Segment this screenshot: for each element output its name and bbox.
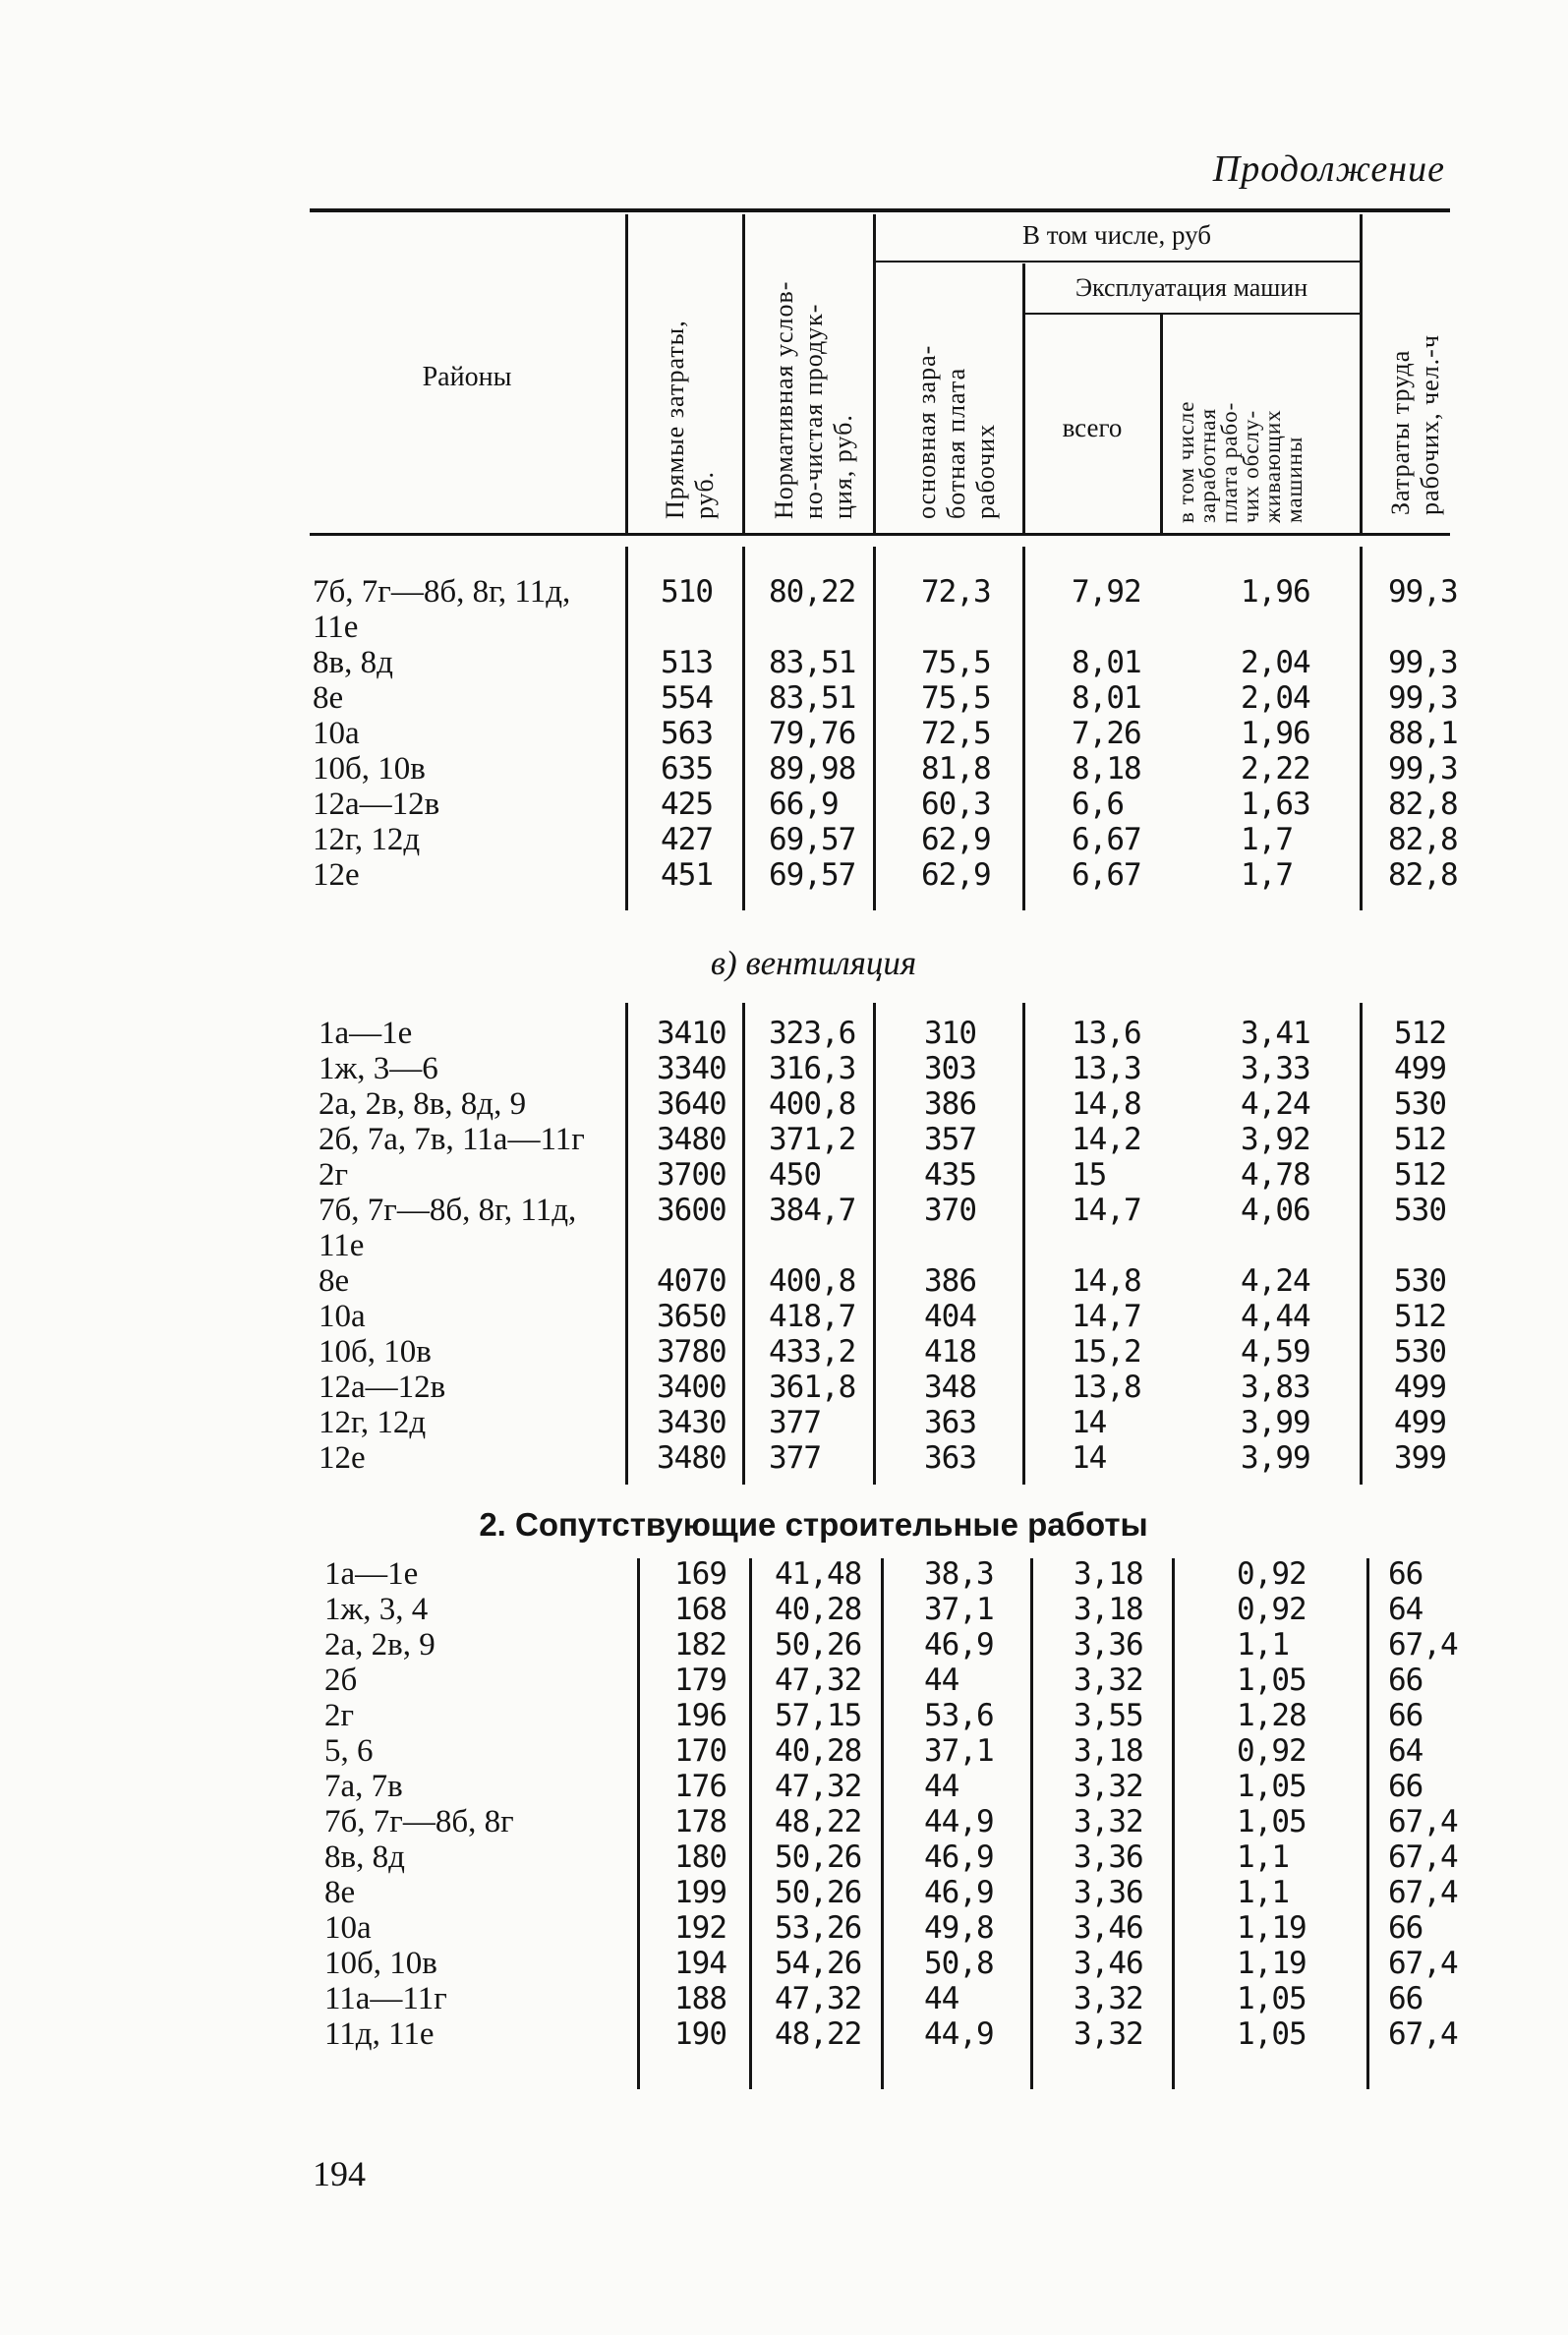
direct-costs-cell: 427 bbox=[661, 822, 713, 857]
district-cell: 1ж, 3, 4 bbox=[324, 1592, 429, 1627]
district-cell: 10а bbox=[324, 1910, 372, 1946]
labor-costs-cell: 530 bbox=[1394, 1334, 1446, 1370]
normative-cell: 47,32 bbox=[775, 1663, 862, 1698]
district-cell: 10а bbox=[313, 716, 360, 751]
table-row bbox=[0, 1804, 1568, 1839]
operators-wage-cell: 4,78 bbox=[1241, 1157, 1310, 1193]
top-rule bbox=[310, 208, 1450, 212]
normative-cell: 53,26 bbox=[775, 1910, 862, 1946]
table-row bbox=[0, 1627, 1568, 1663]
operators-wage-cell: 1,19 bbox=[1237, 1946, 1307, 1981]
table-row bbox=[0, 1698, 1568, 1733]
normative-cell: 83,51 bbox=[769, 645, 856, 680]
machines-total-cell: 3,32 bbox=[1074, 1663, 1143, 1698]
col-total-header: всего bbox=[1062, 413, 1123, 442]
table-row bbox=[0, 1839, 1568, 1875]
labor-costs-cell: 99,3 bbox=[1388, 751, 1458, 787]
district-cell: 2б bbox=[324, 1663, 358, 1698]
group-rule bbox=[873, 261, 1360, 263]
base-wage-cell: 44 bbox=[924, 1769, 959, 1804]
table-row bbox=[0, 1981, 1568, 2016]
district-cell: 11д, 11е bbox=[324, 2016, 435, 2052]
normative-cell: 50,26 bbox=[775, 1875, 862, 1910]
base-wage-cell: 363 bbox=[924, 1440, 976, 1476]
machines-total-cell: 3,36 bbox=[1074, 1875, 1143, 1910]
district-cell: 12е bbox=[313, 857, 360, 893]
direct-costs-cell: 3430 bbox=[657, 1405, 726, 1440]
machines-total-cell: 3,46 bbox=[1074, 1946, 1143, 1981]
machines-total-cell: 14,7 bbox=[1072, 1193, 1141, 1228]
machines-total-cell: 3,36 bbox=[1074, 1839, 1143, 1875]
base-wage-cell: 310 bbox=[924, 1016, 976, 1051]
labor-costs-cell: 66 bbox=[1388, 1698, 1423, 1733]
machines-total-cell: 7,26 bbox=[1072, 716, 1141, 751]
labor-costs-cell: 499 bbox=[1394, 1051, 1446, 1086]
direct-costs-cell: 3410 bbox=[657, 1016, 726, 1051]
normative-cell: 50,26 bbox=[775, 1627, 862, 1663]
machines-total-cell: 8,01 bbox=[1072, 645, 1141, 680]
base-wage-cell: 435 bbox=[924, 1157, 976, 1193]
base-wage-cell: 60,3 bbox=[921, 787, 991, 822]
table-row bbox=[0, 1405, 1568, 1440]
table-row bbox=[0, 716, 1568, 751]
direct-costs-cell: 3480 bbox=[657, 1440, 726, 1476]
district-cell: 2г bbox=[319, 1157, 349, 1193]
base-wage-cell: 44,9 bbox=[924, 2016, 994, 2052]
normative-cell: 361,8 bbox=[769, 1370, 856, 1405]
section-b-title: в) вентиляция bbox=[710, 944, 917, 982]
table-row bbox=[0, 1946, 1568, 1981]
operators-wage-cell: 1,7 bbox=[1241, 822, 1293, 857]
district-cell: 10б, 10в bbox=[324, 1946, 437, 1981]
table-row bbox=[0, 1663, 1568, 1698]
normative-cell: 47,32 bbox=[775, 1981, 862, 2016]
base-wage-cell: 44 bbox=[924, 1981, 959, 2016]
labor-costs-cell: 67,4 bbox=[1388, 1804, 1458, 1839]
header-divider-3 bbox=[873, 214, 876, 533]
direct-costs-cell: 190 bbox=[674, 2016, 726, 2052]
district-cell: 12г, 12д bbox=[319, 1405, 427, 1440]
table-row bbox=[0, 1733, 1568, 1769]
base-wage-cell: 46,9 bbox=[924, 1627, 994, 1663]
table-row-continuation bbox=[0, 610, 1568, 645]
normative-cell: 433,2 bbox=[769, 1334, 856, 1370]
direct-costs-cell: 3700 bbox=[657, 1157, 726, 1193]
normative-cell: 316,3 bbox=[769, 1051, 856, 1086]
direct-costs-cell: 199 bbox=[674, 1875, 726, 1910]
base-wage-cell: 404 bbox=[924, 1299, 976, 1334]
district-cell: 10б, 10в bbox=[319, 1334, 432, 1370]
machines-total-cell: 3,32 bbox=[1074, 2016, 1143, 2052]
district-cell: 7б, 7г—8б, 8г, 11д, bbox=[319, 1193, 577, 1228]
direct-costs-cell: 3480 bbox=[657, 1122, 726, 1157]
machines-total-cell: 8,01 bbox=[1072, 680, 1141, 716]
operators-wage-cell: 4,24 bbox=[1241, 1263, 1310, 1299]
table-row bbox=[0, 1016, 1568, 1051]
operators-wage-cell: 1,63 bbox=[1241, 787, 1310, 822]
machines-total-cell: 13,8 bbox=[1072, 1370, 1141, 1405]
base-wage-cell: 386 bbox=[924, 1086, 976, 1122]
direct-costs-cell: 425 bbox=[661, 787, 713, 822]
col-labor-header: Затраты труда рабочих, чел.-ч bbox=[1386, 334, 1444, 515]
operators-wage-cell: 1,19 bbox=[1237, 1910, 1307, 1946]
operators-wage-cell: 3,99 bbox=[1241, 1405, 1310, 1440]
labor-costs-cell: 530 bbox=[1394, 1086, 1446, 1122]
operators-wage-cell: 1,96 bbox=[1241, 574, 1310, 610]
labor-costs-cell: 67,4 bbox=[1388, 1946, 1458, 1981]
district-cell: 8е bbox=[319, 1263, 350, 1299]
table-row bbox=[0, 1263, 1568, 1299]
col-machine-operation-header: Эксплуатация машин bbox=[1074, 273, 1308, 302]
district-cell: 1а—1е bbox=[324, 1556, 419, 1592]
district-cell: 8е bbox=[324, 1875, 356, 1910]
labor-costs-cell: 66 bbox=[1388, 1769, 1423, 1804]
machines-total-cell: 3,32 bbox=[1074, 1981, 1143, 2016]
table-row bbox=[0, 1086, 1568, 1122]
operators-wage-cell: 1,05 bbox=[1237, 1981, 1307, 2016]
base-wage-cell: 303 bbox=[924, 1051, 976, 1086]
machines-total-cell: 14 bbox=[1072, 1405, 1107, 1440]
base-wage-cell: 357 bbox=[924, 1122, 976, 1157]
district-cell: 2г bbox=[324, 1698, 355, 1733]
table-row bbox=[0, 1334, 1568, 1370]
operators-wage-cell: 0,92 bbox=[1237, 1592, 1307, 1627]
continuation-label: Продолжение bbox=[1212, 148, 1445, 190]
base-wage-cell: 370 bbox=[924, 1193, 976, 1228]
labor-costs-cell: 64 bbox=[1388, 1733, 1423, 1769]
labor-costs-cell: 67,4 bbox=[1388, 1627, 1458, 1663]
operators-wage-cell: 3,41 bbox=[1241, 1016, 1310, 1051]
machines-total-cell: 3,32 bbox=[1074, 1769, 1143, 1804]
table-row bbox=[0, 1122, 1568, 1157]
header-divider-5 bbox=[1160, 315, 1163, 533]
direct-costs-cell: 451 bbox=[661, 857, 713, 893]
machines-total-cell: 3,36 bbox=[1074, 1627, 1143, 1663]
base-wage-cell: 44 bbox=[924, 1663, 959, 1698]
labor-costs-cell: 82,8 bbox=[1388, 822, 1458, 857]
labor-costs-cell: 512 bbox=[1394, 1157, 1446, 1193]
table-row bbox=[0, 2016, 1568, 2052]
district-cell-continuation: 11е bbox=[319, 1228, 365, 1263]
district-cell: 12е bbox=[319, 1440, 366, 1476]
labor-costs-cell: 512 bbox=[1394, 1016, 1446, 1051]
base-wage-cell: 81,8 bbox=[921, 751, 991, 787]
col-normative-header: Нормативная услов- но-чистая продук- ция, руб. bbox=[770, 280, 857, 519]
table-row bbox=[0, 1299, 1568, 1334]
labor-costs-cell: 82,8 bbox=[1388, 857, 1458, 893]
base-wage-cell: 44,9 bbox=[924, 1804, 994, 1839]
normative-cell: 384,7 bbox=[769, 1193, 856, 1228]
district-cell: 5, 6 bbox=[324, 1733, 374, 1769]
labor-costs-cell: 499 bbox=[1394, 1405, 1446, 1440]
machines-total-cell: 3,18 bbox=[1074, 1556, 1143, 1592]
district-cell: 10б, 10в bbox=[313, 751, 426, 787]
page-number: 194 bbox=[313, 2154, 366, 2193]
operators-wage-cell: 1,1 bbox=[1237, 1627, 1289, 1663]
operators-wage-cell: 1,05 bbox=[1237, 2016, 1307, 2052]
labor-costs-cell: 67,4 bbox=[1388, 2016, 1458, 2052]
direct-costs-cell: 176 bbox=[674, 1769, 726, 1804]
machines-total-cell: 3,55 bbox=[1074, 1698, 1143, 1733]
direct-costs-cell: 182 bbox=[674, 1627, 726, 1663]
operators-wage-cell: 0,92 bbox=[1237, 1556, 1307, 1592]
operators-wage-cell: 1,05 bbox=[1237, 1804, 1307, 1839]
operators-wage-cell: 2,04 bbox=[1241, 680, 1310, 716]
operators-wage-cell: 4,44 bbox=[1241, 1299, 1310, 1334]
labor-costs-cell: 67,4 bbox=[1388, 1839, 1458, 1875]
machines-total-cell: 6,67 bbox=[1072, 822, 1141, 857]
district-cell: 8в, 8д bbox=[313, 645, 393, 680]
normative-cell: 57,15 bbox=[775, 1698, 862, 1733]
normative-cell: 66,9 bbox=[769, 787, 839, 822]
district-cell: 7б, 7г—8б, 8г bbox=[324, 1804, 514, 1839]
normative-cell: 48,22 bbox=[775, 2016, 862, 2052]
table-row bbox=[0, 1051, 1568, 1086]
direct-costs-cell: 179 bbox=[674, 1663, 726, 1698]
base-wage-cell: 363 bbox=[924, 1405, 976, 1440]
machines-total-cell: 7,92 bbox=[1072, 574, 1141, 610]
base-wage-cell: 418 bbox=[924, 1334, 976, 1370]
labor-costs-cell: 67,4 bbox=[1388, 1875, 1458, 1910]
normative-cell: 69,57 bbox=[769, 857, 856, 893]
normative-cell: 54,26 bbox=[775, 1946, 862, 1981]
base-wage-cell: 50,8 bbox=[924, 1946, 994, 1981]
base-wage-cell: 75,5 bbox=[921, 680, 991, 716]
district-cell: 11а—11г bbox=[324, 1981, 447, 2016]
normative-cell: 83,51 bbox=[769, 680, 856, 716]
normative-cell: 41,48 bbox=[775, 1556, 862, 1592]
operators-wage-cell: 2,04 bbox=[1241, 645, 1310, 680]
col-base-wage-header: основная зара- ботная плата рабочих bbox=[912, 344, 1000, 519]
operators-wage-cell: 2,22 bbox=[1241, 751, 1310, 787]
labor-costs-cell: 88,1 bbox=[1388, 716, 1458, 751]
machines-total-cell: 6,67 bbox=[1072, 857, 1141, 893]
header-divider-1 bbox=[625, 214, 628, 533]
direct-costs-cell: 513 bbox=[661, 645, 713, 680]
operators-wage-cell: 1,96 bbox=[1241, 716, 1310, 751]
direct-costs-cell: 192 bbox=[674, 1910, 726, 1946]
direct-costs-cell: 168 bbox=[674, 1592, 726, 1627]
table-row bbox=[0, 1592, 1568, 1627]
normative-cell: 48,22 bbox=[775, 1804, 862, 1839]
operators-wage-cell: 1,05 bbox=[1237, 1769, 1307, 1804]
district-cell: 12а—12в bbox=[313, 787, 440, 822]
normative-cell: 377 bbox=[769, 1405, 821, 1440]
table-row bbox=[0, 1193, 1568, 1228]
base-wage-cell: 62,9 bbox=[921, 822, 991, 857]
direct-costs-cell: 194 bbox=[674, 1946, 726, 1981]
base-wage-cell: 386 bbox=[924, 1263, 976, 1299]
district-cell: 2а, 2в, 9 bbox=[324, 1627, 436, 1663]
labor-costs-cell: 66 bbox=[1388, 1663, 1423, 1698]
labor-costs-cell: 99,3 bbox=[1388, 574, 1458, 610]
labor-costs-cell: 512 bbox=[1394, 1299, 1446, 1334]
base-wage-cell: 348 bbox=[924, 1370, 976, 1405]
labor-costs-cell: 82,8 bbox=[1388, 787, 1458, 822]
table-row bbox=[0, 787, 1568, 822]
operators-wage-cell: 1,05 bbox=[1237, 1663, 1307, 1698]
machines-total-cell: 13,3 bbox=[1072, 1051, 1141, 1086]
normative-cell: 400,8 bbox=[769, 1263, 856, 1299]
normative-cell: 371,2 bbox=[769, 1122, 856, 1157]
header-divider-6 bbox=[1360, 214, 1363, 533]
base-wage-cell: 49,8 bbox=[924, 1910, 994, 1946]
district-cell: 12г, 12д bbox=[313, 822, 421, 857]
district-cell: 7б, 7г—8б, 8г, 11д, bbox=[313, 574, 571, 610]
operators-wage-cell: 1,1 bbox=[1237, 1839, 1289, 1875]
machines-total-cell: 15 bbox=[1072, 1157, 1107, 1193]
normative-cell: 80,22 bbox=[769, 574, 856, 610]
direct-costs-cell: 554 bbox=[661, 680, 713, 716]
direct-costs-cell: 4070 bbox=[657, 1263, 726, 1299]
normative-cell: 89,98 bbox=[769, 751, 856, 787]
base-wage-cell: 72,5 bbox=[921, 716, 991, 751]
table-row-continuation bbox=[0, 1228, 1568, 1263]
machines-total-cell: 14,8 bbox=[1072, 1086, 1141, 1122]
table-row bbox=[0, 574, 1568, 610]
normative-cell: 79,76 bbox=[769, 716, 856, 751]
district-cell: 12а—12в bbox=[319, 1370, 446, 1405]
machines-total-cell: 3,18 bbox=[1074, 1592, 1143, 1627]
machines-total-cell: 3,18 bbox=[1074, 1733, 1143, 1769]
direct-costs-cell: 3340 bbox=[657, 1051, 726, 1086]
base-wage-cell: 72,3 bbox=[921, 574, 991, 610]
normative-cell: 50,26 bbox=[775, 1839, 862, 1875]
operators-wage-cell: 3,92 bbox=[1241, 1122, 1310, 1157]
operators-wage-cell: 1,28 bbox=[1237, 1698, 1307, 1733]
operators-wage-cell: 0,92 bbox=[1237, 1733, 1307, 1769]
table-row bbox=[0, 1875, 1568, 1910]
operators-wage-cell: 3,33 bbox=[1241, 1051, 1310, 1086]
district-cell: 1а—1е bbox=[319, 1016, 413, 1051]
labor-costs-cell: 399 bbox=[1394, 1440, 1446, 1476]
machines-total-cell: 15,2 bbox=[1072, 1334, 1141, 1370]
labor-costs-cell: 99,3 bbox=[1388, 680, 1458, 716]
table-row bbox=[0, 645, 1568, 680]
base-wage-cell: 37,1 bbox=[924, 1592, 994, 1627]
table-row bbox=[0, 680, 1568, 716]
labor-costs-cell: 499 bbox=[1394, 1370, 1446, 1405]
direct-costs-cell: 3780 bbox=[657, 1334, 726, 1370]
operators-wage-cell: 1,7 bbox=[1241, 857, 1293, 893]
base-wage-cell: 53,6 bbox=[924, 1698, 994, 1733]
table-row bbox=[0, 822, 1568, 857]
district-cell: 2б, 7а, 7в, 11а—11г bbox=[319, 1122, 585, 1157]
base-wage-cell: 46,9 bbox=[924, 1839, 994, 1875]
operators-wage-cell: 4,59 bbox=[1241, 1334, 1310, 1370]
district-cell-continuation: 11е bbox=[313, 610, 359, 645]
direct-costs-cell: 563 bbox=[661, 716, 713, 751]
operators-wage-cell: 4,24 bbox=[1241, 1086, 1310, 1122]
table-row bbox=[0, 1769, 1568, 1804]
table-row bbox=[0, 1556, 1568, 1592]
machines-total-cell: 3,46 bbox=[1074, 1910, 1143, 1946]
labor-costs-cell: 66 bbox=[1388, 1981, 1423, 2016]
col-direct-costs-header: Прямые затраты, руб. bbox=[661, 320, 719, 519]
normative-cell: 47,32 bbox=[775, 1769, 862, 1804]
col-including-header: В том числе, руб bbox=[1021, 220, 1212, 250]
header-bottom-rule bbox=[310, 533, 1450, 536]
machines-total-cell: 13,6 bbox=[1072, 1016, 1141, 1051]
direct-costs-cell: 180 bbox=[674, 1839, 726, 1875]
operators-wage-cell: 3,99 bbox=[1241, 1440, 1310, 1476]
normative-cell: 323,6 bbox=[769, 1016, 856, 1051]
machines-total-cell: 14,2 bbox=[1072, 1122, 1141, 1157]
district-cell: 2а, 2в, 8в, 8д, 9 bbox=[319, 1086, 527, 1122]
labor-costs-cell: 99,3 bbox=[1388, 645, 1458, 680]
district-cell: 8е bbox=[313, 680, 344, 716]
machines-total-cell: 3,32 bbox=[1074, 1804, 1143, 1839]
table-row bbox=[0, 1440, 1568, 1476]
machines-total-cell: 14 bbox=[1072, 1440, 1107, 1476]
normative-cell: 400,8 bbox=[769, 1086, 856, 1122]
direct-costs-cell: 178 bbox=[674, 1804, 726, 1839]
machines-total-cell: 14,8 bbox=[1072, 1263, 1141, 1299]
direct-costs-cell: 188 bbox=[674, 1981, 726, 2016]
table-row bbox=[0, 1157, 1568, 1193]
labor-costs-cell: 530 bbox=[1394, 1193, 1446, 1228]
direct-costs-cell: 510 bbox=[661, 574, 713, 610]
normative-cell: 377 bbox=[769, 1440, 821, 1476]
table-row bbox=[0, 1910, 1568, 1946]
labor-costs-cell: 66 bbox=[1388, 1556, 1423, 1592]
operators-wage-cell: 4,06 bbox=[1241, 1193, 1310, 1228]
machines-rule bbox=[1022, 313, 1360, 315]
header-divider-2 bbox=[742, 214, 745, 533]
labor-costs-cell: 512 bbox=[1394, 1122, 1446, 1157]
labor-costs-cell: 66 bbox=[1388, 1910, 1423, 1946]
labor-costs-cell: 64 bbox=[1388, 1592, 1423, 1627]
base-wage-cell: 62,9 bbox=[921, 857, 991, 893]
normative-cell: 40,28 bbox=[775, 1592, 862, 1627]
normative-cell: 450 bbox=[769, 1157, 821, 1193]
normative-cell: 418,7 bbox=[769, 1299, 856, 1334]
machines-total-cell: 6,6 bbox=[1072, 787, 1124, 822]
direct-costs-cell: 169 bbox=[674, 1556, 726, 1592]
district-cell: 8в, 8д bbox=[324, 1839, 405, 1875]
direct-costs-cell: 196 bbox=[674, 1698, 726, 1733]
direct-costs-cell: 3600 bbox=[657, 1193, 726, 1228]
direct-costs-cell: 170 bbox=[674, 1733, 726, 1769]
table-row bbox=[0, 1370, 1568, 1405]
district-cell: 10а bbox=[319, 1299, 366, 1334]
direct-costs-cell: 635 bbox=[661, 751, 713, 787]
direct-costs-cell: 3640 bbox=[657, 1086, 726, 1122]
table-row bbox=[0, 751, 1568, 787]
operators-wage-cell: 1,1 bbox=[1237, 1875, 1289, 1910]
base-wage-cell: 38,3 bbox=[924, 1556, 994, 1592]
col-operators-wage-header: в том числе заработная плата рабо- чих обслу- живающих машины bbox=[1174, 400, 1307, 523]
district-cell: 7а, 7в bbox=[324, 1769, 403, 1804]
section-c-title: 2. Сопутствующие строительные работы bbox=[479, 1506, 1148, 1543]
direct-costs-cell: 3650 bbox=[657, 1299, 726, 1334]
machines-total-cell: 14,7 bbox=[1072, 1299, 1141, 1334]
base-wage-cell: 37,1 bbox=[924, 1733, 994, 1769]
machines-total-cell: 8,18 bbox=[1072, 751, 1141, 787]
normative-cell: 40,28 bbox=[775, 1733, 862, 1769]
district-cell: 1ж, 3—6 bbox=[319, 1051, 438, 1086]
header-divider-4 bbox=[1022, 263, 1025, 533]
base-wage-cell: 46,9 bbox=[924, 1875, 994, 1910]
table-row bbox=[0, 857, 1568, 893]
direct-costs-cell: 3400 bbox=[657, 1370, 726, 1405]
base-wage-cell: 75,5 bbox=[921, 645, 991, 680]
labor-costs-cell: 530 bbox=[1394, 1263, 1446, 1299]
col-districts-header: Районы bbox=[422, 362, 512, 392]
operators-wage-cell: 3,83 bbox=[1241, 1370, 1310, 1405]
normative-cell: 69,57 bbox=[769, 822, 856, 857]
